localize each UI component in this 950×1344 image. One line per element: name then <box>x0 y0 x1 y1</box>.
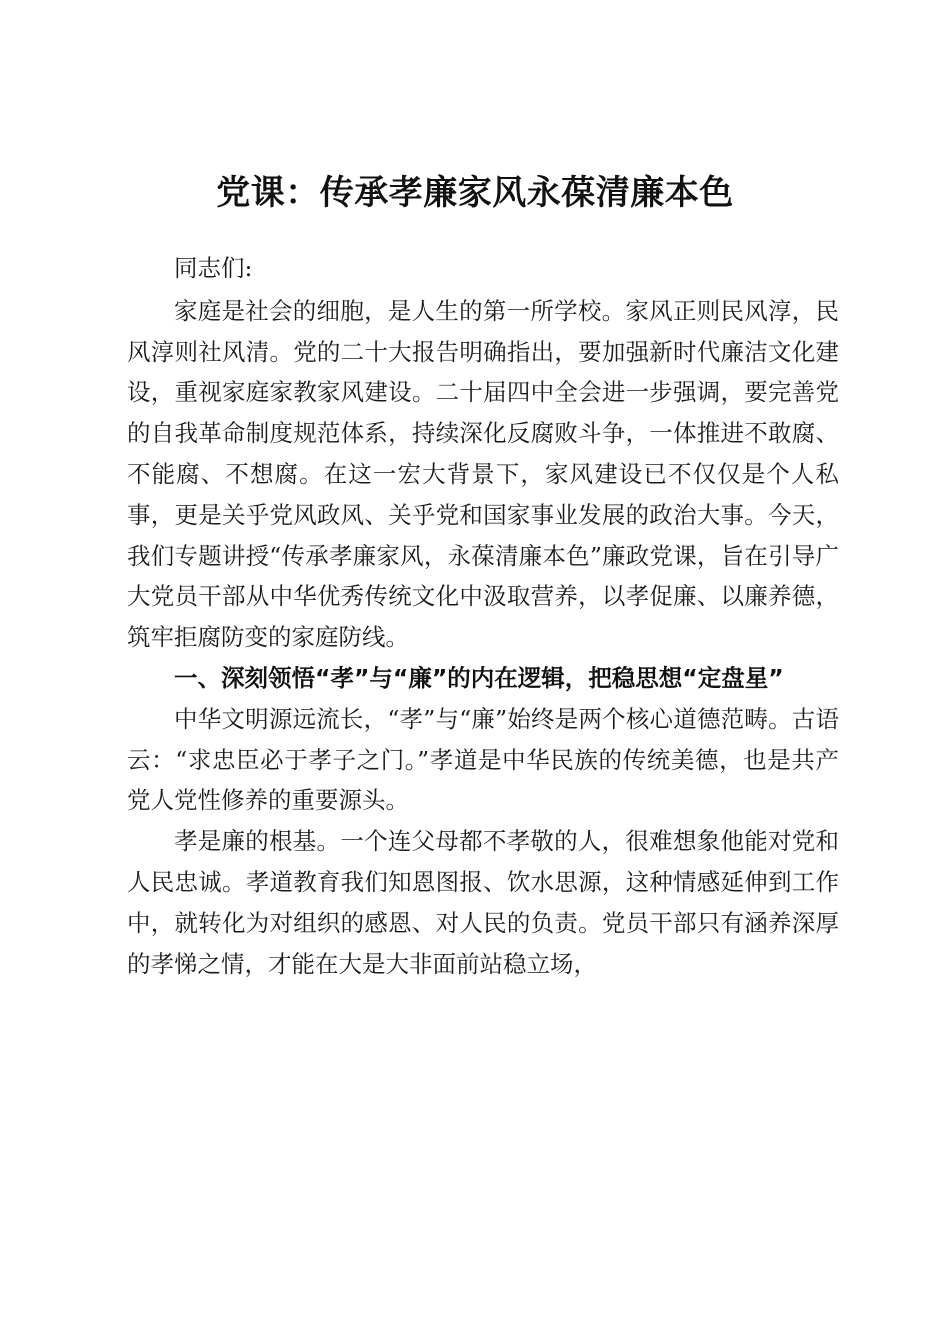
section-heading-1: 一、深刻领悟“孝”与“廉”的内在逻辑，把稳思想“定盘星” <box>174 663 784 692</box>
section1-paragraph-2: 孝是廉的根基。一个连父母都不孝敬的人，很难想象他能对党和人民忠诚。孝道教育我们知恩图报、饮水思源，这种情感延伸到工作中，就转化为对组织的感恩、对人民的负责。党员干部只有涵养深厚的孝悌之情，才能在大是大非面前站稳立场， <box>127 827 839 978</box>
intro-paragraph: 家庭是社会的细胞，是人生的第一所学校。家风正则民风淳，民风淳则社风清。党的二十大报告明确指出，要加强新时代廉洁文化建设，重视家庭家教家风建设。二十届四中全会进一步强调，要完善党的自我革命制度规范体系，持续深化反腐败斗争，一体推进不敢腐、不能腐、不想腐。在这一宏大背景下，家风建设已不仅仅是个人私事，更是关乎党风政风、关乎党和国家事业发展的政治大事。今天，我们专题讲授“传承孝廉家风，永葆清廉本色”廉政党课，旨在引导广大党员干部从中华优秀传统文化中汲取营养，以孝促廉、以廉养德，筑牢拒腐防变的家庭防线。 <box>127 296 839 652</box>
greeting-line: 同志们: <box>174 254 253 282</box>
document-body <box>127 248 839 984</box>
document-title: 党课：传承孝廉家风永葆清廉本色 <box>216 173 734 213</box>
section1-paragraph-1: 中华文明源远流长，“孝”与“廉”始终是两个核心道德范畴。古语云：“求忠臣必于孝子之门。”孝道是中华民族的传统美德，也是共产党人党性修养的重要源头。 <box>127 704 839 815</box>
